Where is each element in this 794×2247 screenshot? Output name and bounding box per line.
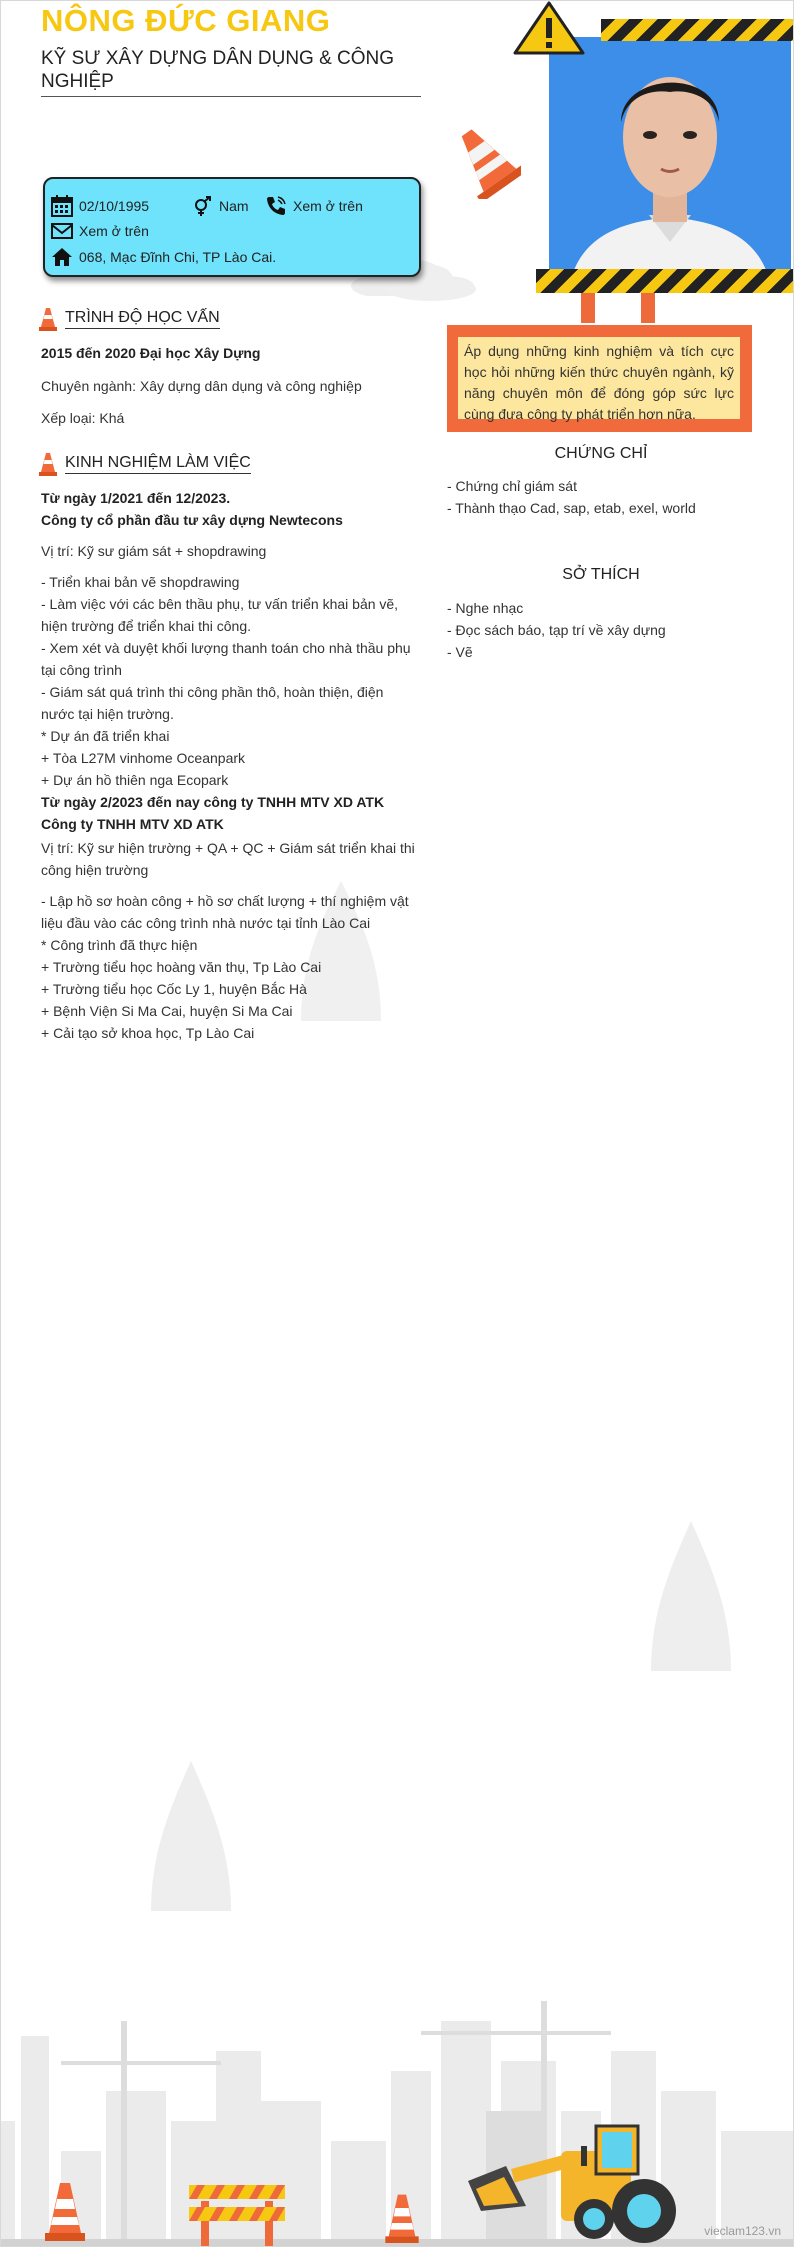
birthday-row xyxy=(51,195,149,217)
traffic-cone-icon xyxy=(449,119,521,199)
job-entry-1 xyxy=(41,487,426,1044)
profile-photo xyxy=(549,37,791,287)
phone-value: Xem ở trên xyxy=(293,198,363,214)
job1-line: + Dự án hồ thiên nga Ecopark xyxy=(41,772,229,788)
photo-frame xyxy=(546,19,794,319)
job1-line: - Giám sát quá trình thi công phần thô, hoàn thiện, điện xyxy=(41,684,384,700)
traffic-cone-icon xyxy=(385,2193,419,2243)
certificates-list xyxy=(447,475,696,519)
job1-line: - Làm việc với các bên thầu phụ, tư vấn triển khai bản vẽ, xyxy=(41,596,399,612)
job2-line: + Cải tạo sở khoa học, Tp Lào Cai xyxy=(41,1025,255,1041)
objective-text: Áp dụng những kinh nghiệm và tích cực học hỏi những kiến thức chuyên ngành, kỹ năng chuyên môn để đóng góp sức lực cùng đưa công ty phát triển hơn nữa. xyxy=(458,337,740,419)
job2-position: công hiện trường xyxy=(41,862,149,878)
job1-company: Công ty cổ phần đầu tư xây dựng Newtecons xyxy=(41,512,343,528)
candidate-name: NÔNG ĐỨC GIANG xyxy=(41,3,331,38)
excavator-icon xyxy=(466,2111,686,2246)
hazard-stripe-top xyxy=(601,19,794,41)
experience-heading xyxy=(39,452,251,476)
education-heading xyxy=(39,307,220,331)
phone-row xyxy=(265,195,363,217)
education-major: Chuyên ngành: Xây dựng dân dụng và công nghiệp xyxy=(41,378,362,394)
tree-decoration xyxy=(641,1511,741,1671)
gender-row xyxy=(193,196,249,216)
hobby-item: - Đọc sách báo, tạp trí về xây dựng xyxy=(447,622,666,638)
objective-box xyxy=(447,325,752,432)
email-value: Xem ở trên xyxy=(79,223,149,239)
job1-line: * Dự án đã triển khai xyxy=(41,728,170,744)
birthday-value: 02/10/1995 xyxy=(79,198,150,214)
hazard-stripe-bottom xyxy=(536,269,794,293)
phone-icon xyxy=(265,195,287,217)
home-icon xyxy=(51,247,73,267)
hobby-item: - Nghe nhạc xyxy=(447,600,524,616)
job1-line: - Xem xét và duyệt khối lượng thanh toán cho nhà thầu phụ xyxy=(41,640,411,656)
traffic-cone-icon xyxy=(39,452,57,476)
education-title: TRÌNH ĐỘ HỌC VẤN xyxy=(65,309,220,329)
job2-line: liệu đầu vào các công trình nhà nước tại tỉnh Lào Cai xyxy=(41,915,371,931)
hobbies-title: SỞ THÍCH xyxy=(562,566,640,583)
traffic-cone-icon xyxy=(45,2181,85,2241)
job1-line: - Triển khai bản vẽ shopdrawing xyxy=(41,574,240,590)
job2-period: Từ ngày 2/2023 đến nay công ty TNHH MTV XD ATK xyxy=(41,794,385,810)
job2-line: + Trường tiểu học hoàng văn thụ, Tp Lào Cai xyxy=(41,959,322,975)
hobbies-list xyxy=(447,597,666,663)
road-barrier-decoration xyxy=(187,2181,287,2246)
job2-line: + Bệnh Viện Si Ma Cai, huyện Si Ma Cai xyxy=(41,1003,293,1019)
job-title: KỸ SƯ XÂY DỰNG DÂN DỤNG & CÔNG NGHIỆP xyxy=(41,47,421,97)
email-row xyxy=(51,222,149,240)
job2-line: * Công trình đã thực hiện xyxy=(41,937,198,953)
gender-icon xyxy=(193,196,213,216)
certificate-item: - Thành thạo Cad, sap, etab, exel, world xyxy=(447,500,696,516)
gender-value: Nam xyxy=(219,198,249,214)
job1-line: hiện trường để triển khai thi công. xyxy=(41,618,252,634)
job1-period: Từ ngày 1/2021 đến 12/2023. xyxy=(41,490,231,506)
experience-title: KINH NGHIỆM LÀM VIỆC xyxy=(65,454,251,474)
hobby-item: - Vẽ xyxy=(447,644,473,660)
certificate-item: - Chứng chỉ giám sát xyxy=(447,478,577,494)
certificates-title: CHỨNG CHỈ xyxy=(554,445,648,462)
job2-position: Vị trí: Kỹ sư hiện trường + QA + QC + Giám sát triển khai thi xyxy=(41,840,415,856)
warning-icon xyxy=(513,1,585,57)
contact-box xyxy=(43,177,421,277)
watermark-text: vieclam123.vn xyxy=(704,2224,781,2238)
job2-line: - Lập hồ sơ hoàn công + hồ sơ chất lượng + thí nghiệm vật xyxy=(41,893,409,909)
mail-icon xyxy=(51,222,73,240)
job1-line: + Tòa L27M vinhome Oceanpark xyxy=(41,750,246,766)
calendar-icon xyxy=(51,195,73,217)
tree-decoration xyxy=(141,1751,241,1911)
address-row xyxy=(51,247,276,267)
traffic-cone-icon xyxy=(39,307,57,331)
job2-company: Công ty TNHH MTV XD ATK xyxy=(41,816,224,832)
job2-line: + Trường tiểu học Cốc Ly 1, huyện Bắc Hà xyxy=(41,981,307,997)
job1-line: tại công trình xyxy=(41,662,122,678)
education-rank: Xếp loại: Khá xyxy=(41,410,125,426)
education-period-school: 2015 đến 2020 Đại học Xây Dựng xyxy=(41,345,261,361)
job1-line: nước tại hiện trường. xyxy=(41,706,174,722)
address-value: 068, Mạc Đĩnh Chi, TP Lào Cai. xyxy=(79,249,277,265)
job1-position: Vị trí: Kỹ sư giám sát + shopdrawing xyxy=(41,543,267,559)
